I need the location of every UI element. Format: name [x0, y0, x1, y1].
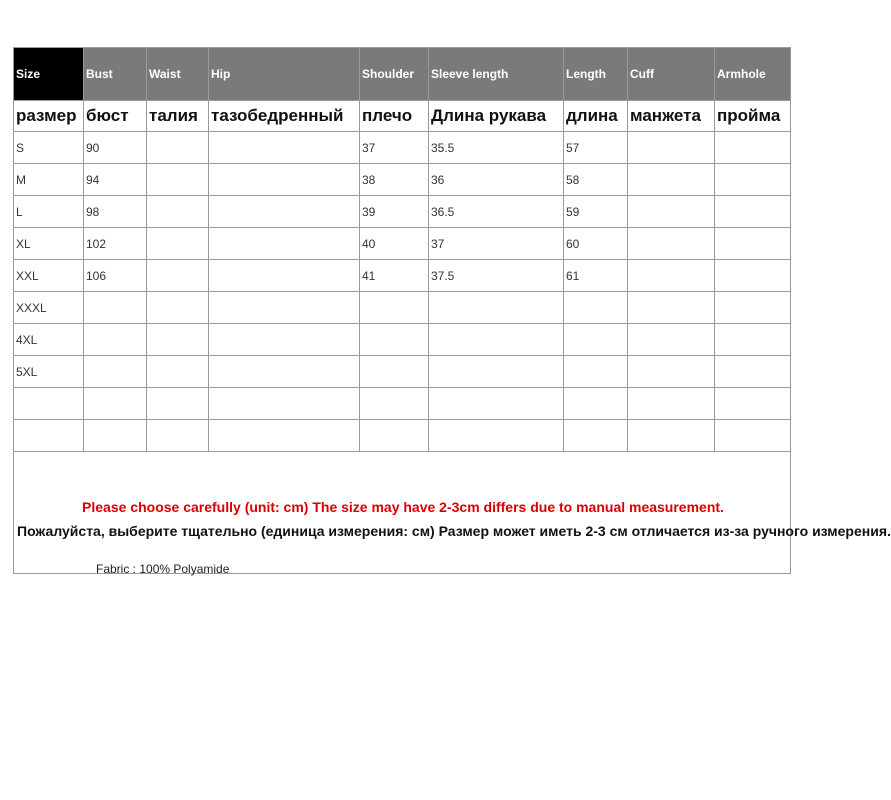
- table-cell: [564, 356, 628, 388]
- table-cell: 41: [360, 260, 429, 292]
- table-cell: [628, 196, 715, 228]
- column-header-ru: длина: [564, 101, 628, 132]
- table-cell: 40: [360, 228, 429, 260]
- table-cell: [628, 164, 715, 196]
- table-cell: [564, 420, 628, 452]
- table-row: [14, 292, 791, 324]
- table-cell: [147, 132, 209, 164]
- table-cell: 4XL: [14, 324, 84, 356]
- table-cell: [147, 356, 209, 388]
- table-cell: [360, 420, 429, 452]
- table-cell: [84, 388, 147, 420]
- column-header: Hip: [209, 48, 360, 101]
- table-row: [14, 260, 791, 292]
- table-cell: [628, 292, 715, 324]
- table-cell: [715, 292, 791, 324]
- table-row: [14, 420, 791, 452]
- table-cell: [429, 420, 564, 452]
- table-cell: [147, 196, 209, 228]
- column-header: Waist: [147, 48, 209, 101]
- table-cell: [715, 420, 791, 452]
- table-cell: [628, 324, 715, 356]
- column-header-ru: пройма: [715, 101, 791, 132]
- table-cell: [564, 324, 628, 356]
- column-header-ru: Длина рукава: [429, 101, 564, 132]
- column-header: Armhole: [715, 48, 791, 101]
- table-row: [14, 324, 791, 356]
- table-cell: [147, 228, 209, 260]
- table-cell: [84, 356, 147, 388]
- table-cell: [715, 228, 791, 260]
- table-cell: 58: [564, 164, 628, 196]
- table-cell: [715, 132, 791, 164]
- table-cell: 37.5: [429, 260, 564, 292]
- table-cell: 37: [429, 228, 564, 260]
- table-cell: [14, 388, 84, 420]
- column-header-ru: размер: [14, 101, 84, 132]
- table-cell: [628, 228, 715, 260]
- table-cell: [360, 324, 429, 356]
- column-header-ru: талия: [147, 101, 209, 132]
- table-cell: [715, 164, 791, 196]
- table-cell: [628, 132, 715, 164]
- note-cell: [14, 452, 891, 574]
- table-cell: [209, 324, 360, 356]
- table-cell: [715, 196, 791, 228]
- size-chart-table: [13, 47, 891, 574]
- table-cell: [715, 260, 791, 292]
- table-row: [14, 132, 791, 164]
- table-cell: [147, 324, 209, 356]
- table-cell: 90: [84, 132, 147, 164]
- table-cell: [209, 164, 360, 196]
- table-cell: [147, 164, 209, 196]
- table-cell: [628, 388, 715, 420]
- table-cell: 35.5: [429, 132, 564, 164]
- table-cell: [209, 292, 360, 324]
- table-row: [14, 196, 791, 228]
- table-cell: [209, 132, 360, 164]
- table-cell: [147, 292, 209, 324]
- column-header-ru: бюст: [84, 101, 147, 132]
- table-cell: M: [14, 164, 84, 196]
- column-header: Shoulder: [360, 48, 429, 101]
- table-row: [14, 388, 791, 420]
- table-cell: [564, 292, 628, 324]
- table-cell: XXL: [14, 260, 84, 292]
- column-header: Size: [14, 48, 84, 101]
- table-cell: 57: [564, 132, 628, 164]
- table-cell: [715, 388, 791, 420]
- table-cell: [209, 260, 360, 292]
- table-cell: 60: [564, 228, 628, 260]
- table-cell: [147, 388, 209, 420]
- table-cell: [209, 420, 360, 452]
- column-header: Cuff: [628, 48, 715, 101]
- column-header: Bust: [84, 48, 147, 101]
- table-cell: [209, 196, 360, 228]
- table-cell: [628, 420, 715, 452]
- fabric-composition: Fabric : 100% Polyamide: [96, 562, 230, 576]
- table-cell: [715, 324, 791, 356]
- table-cell: L: [14, 196, 84, 228]
- table-cell: [429, 324, 564, 356]
- table-cell: [429, 388, 564, 420]
- table-cell: [360, 356, 429, 388]
- column-header-ru: манжета: [628, 101, 715, 132]
- table-cell: 36.5: [429, 196, 564, 228]
- table-cell: [209, 388, 360, 420]
- header-row-ru: [14, 101, 791, 132]
- column-header-ru: плечо: [360, 101, 429, 132]
- column-header: Length: [564, 48, 628, 101]
- table-cell: [628, 356, 715, 388]
- table-cell: 106: [84, 260, 147, 292]
- table-cell: 38: [360, 164, 429, 196]
- measurement-note-en: Please choose carefully (unit: cm) The size may have 2-3cm differs due to manual measurement.: [82, 498, 724, 515]
- table-cell: 94: [84, 164, 147, 196]
- table-cell: [147, 420, 209, 452]
- table-cell: 36: [429, 164, 564, 196]
- table-cell: [360, 292, 429, 324]
- table-cell: [14, 420, 84, 452]
- measurement-note-ru: Пожалуйста, выберите тщательно (единица измерения: см) Размер может иметь 2-3 см отличается из-за ручного измерения.: [17, 522, 891, 539]
- size-chart: [13, 47, 891, 574]
- table-cell: [715, 356, 791, 388]
- table-cell: [628, 260, 715, 292]
- column-header: Sleeve length: [429, 48, 564, 101]
- table-cell: 61: [564, 260, 628, 292]
- table-row: [14, 164, 791, 196]
- table-cell: 98: [84, 196, 147, 228]
- table-cell: 39: [360, 196, 429, 228]
- table-row: [14, 356, 791, 388]
- table-cell: [209, 356, 360, 388]
- table-cell: [429, 292, 564, 324]
- table-cell: [147, 260, 209, 292]
- note-row: [14, 452, 791, 574]
- table-row: [14, 228, 791, 260]
- table-cell: 5XL: [14, 356, 84, 388]
- table-cell: [209, 228, 360, 260]
- table-cell: [429, 356, 564, 388]
- table-cell: [84, 324, 147, 356]
- table-cell: XXXL: [14, 292, 84, 324]
- table-cell: [84, 292, 147, 324]
- table-cell: S: [14, 132, 84, 164]
- header-row-en: [14, 48, 791, 101]
- table-cell: [564, 388, 628, 420]
- table-cell: 59: [564, 196, 628, 228]
- table-cell: 37: [360, 132, 429, 164]
- table-cell: 102: [84, 228, 147, 260]
- column-header-ru: тазобедренный: [209, 101, 360, 132]
- table-cell: XL: [14, 228, 84, 260]
- table-cell: [360, 388, 429, 420]
- table-cell: [84, 420, 147, 452]
